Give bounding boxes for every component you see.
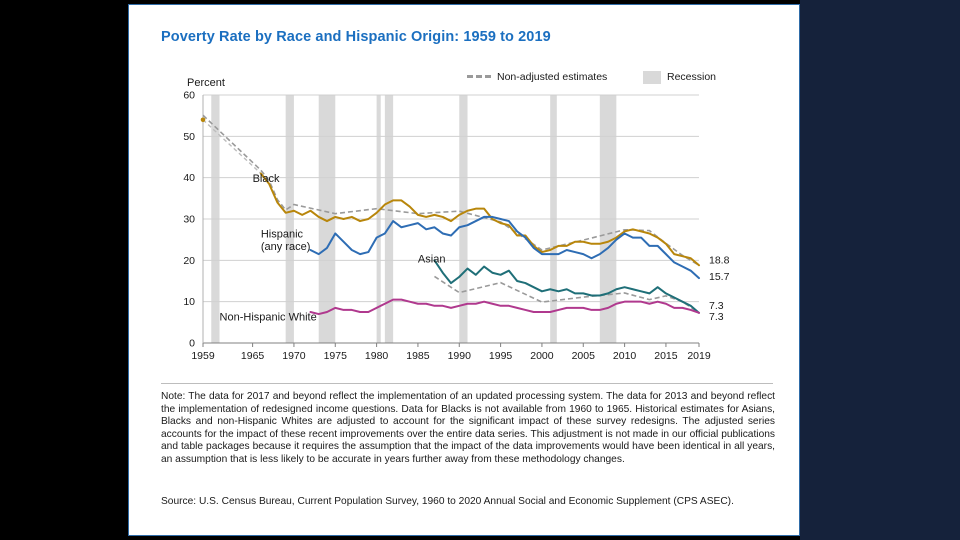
- background-band: [800, 0, 960, 540]
- series-annotation-label: Non-Hispanic White: [219, 311, 317, 324]
- y-axis-tick-label: 50: [183, 130, 195, 143]
- x-axis-tick-label: 2000: [530, 350, 554, 362]
- series-line-hispanic-any-race: [310, 217, 699, 278]
- chart-source: Source: U.S. Census Bureau, Current Population Survey, 1960 to 2020 Annual Social and Economic Supplement (CPS ASEC).: [161, 496, 734, 507]
- chart-card: [128, 4, 800, 536]
- x-axis-tick-label: 1985: [406, 350, 430, 362]
- series-end-value-label: 7.3: [709, 299, 724, 312]
- x-axis-tick-label: 1970: [282, 350, 306, 362]
- x-axis-tick-label: 2015: [654, 350, 678, 362]
- x-axis-tick-label: 2010: [612, 350, 637, 362]
- y-axis-tick-label: 10: [183, 296, 195, 309]
- series-annotation-label: Hispanic: [260, 228, 304, 241]
- chart-plot-area: [161, 73, 771, 373]
- series-annotation-label: Black: [252, 172, 280, 185]
- x-axis-tick-label: 1959: [191, 350, 215, 362]
- y-axis-tick-label: 60: [183, 89, 195, 102]
- page-title: Poverty Rate by Race and Hispanic Origin: 1959 to 2019: [161, 29, 551, 45]
- series-line-asian: [434, 260, 699, 313]
- y-axis-title: Percent: [187, 77, 225, 89]
- y-axis-tick-label: 40: [183, 172, 195, 185]
- series-annotation-label: (any race): [260, 241, 311, 253]
- x-axis-tick-label: 2019: [687, 350, 711, 362]
- x-axis-tick-label: 1980: [364, 350, 389, 362]
- chart-card-inner: [137, 11, 791, 529]
- series-point-black-1959: [201, 118, 206, 123]
- x-axis-tick-label: 1965: [240, 350, 265, 362]
- x-axis-tick-label: 1975: [323, 350, 347, 362]
- non-adjusted-legend-label: Non-adjusted estimates: [497, 71, 608, 83]
- x-axis-tick-label: 2005: [571, 350, 595, 362]
- chart-note: Note: The data for 2017 and beyond reflect the implementation of an updated processing system. The data for 2013 and beyond reflect the implementation of redesigned income questions. Data for Blacks is not available from 1960 to 1965. Historical estimates for Asians, Blacks and non-Hispanic Whites are adjusted to account for the significant impact of these survey redesigns. The adjusted series accounts for the impact of these recent improvements over the entire data series. This adjustment is not made in our official publications and table packages because it requires the assumption that the impact of the data improvements would have been identical in all years, an assumption that is less likely to be accurate in years further away from these methodology changes.: [161, 391, 775, 465]
- x-axis-tick-label: 1995: [488, 350, 513, 362]
- series-end-value-label: 15.7: [709, 271, 730, 284]
- y-axis-tick-label: 20: [183, 254, 195, 267]
- series-end-value-label: 7.3: [709, 310, 724, 323]
- x-axis-tick-label: 1990: [447, 350, 471, 362]
- recession-legend-label: Recession: [667, 71, 717, 83]
- series-annotation-label: Asian: [417, 253, 446, 266]
- poverty-rate-line-chart: [161, 73, 771, 373]
- y-axis-tick-label: 0: [189, 337, 195, 350]
- series-end-value-label: 18.8: [709, 254, 730, 267]
- notes-divider: [161, 383, 773, 384]
- y-axis-tick-label: 30: [183, 213, 195, 226]
